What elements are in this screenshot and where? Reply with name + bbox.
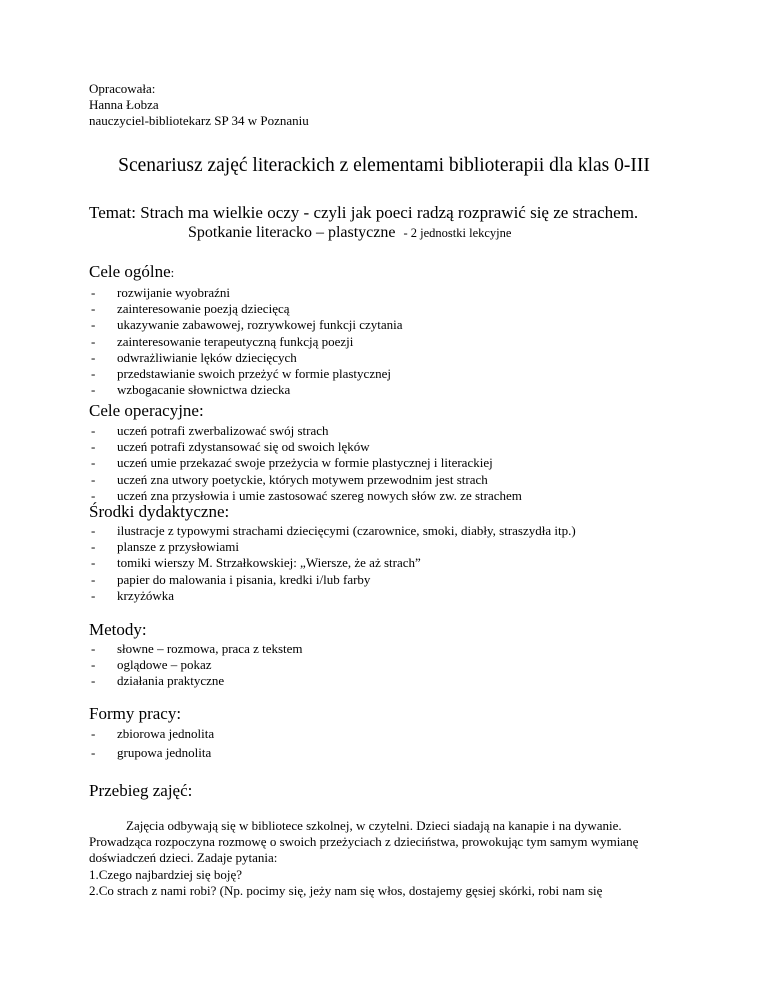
list-item: - oglądowe – pokaz: [89, 657, 303, 673]
paragraph-line: Prowadząca rozpoczyna rozmowę o swoich przeżyciach z dzieciństwa, prowokując tym samym wymianę: [89, 834, 639, 850]
list-item: - zbiorowa jednolita: [89, 726, 214, 742]
list-item: - zainteresowanie terapeutyczną funkcją poezji: [89, 334, 403, 350]
list-item: - zainteresowanie poezją dziecięcą: [89, 301, 403, 317]
list-item: - uczeń umie przekazać swoje przeżycia w formie plastycznej i literackiej: [89, 455, 522, 471]
formy-heading: Formy pracy:: [89, 704, 182, 723]
przebieg-heading: Przebieg zajęć:: [89, 781, 193, 800]
przebieg-paragraph: [89, 818, 689, 899]
cele-operacyjne-list: [89, 423, 522, 504]
author-label: Opracowała:: [89, 81, 156, 96]
list-item: - przedstawianie swoich przeżyć w formie plastycznej: [89, 366, 403, 382]
paragraph-line: Zajęcia odbywają się w bibliotece szkolnej, w czytelni. Dzieci siadają na kanapie i na dywanie.: [126, 818, 622, 833]
list-item: - rozwijanie wyobraźni: [89, 285, 403, 301]
list-item: - ukazywanie zabawowej, rozrywkowej funkcji czytania: [89, 317, 403, 333]
list-item: - ilustracje z typowymi strachami dziecięcymi (czarownice, smoki, diabły, straszydła itp.): [89, 523, 576, 539]
list-item: - wzbogacanie słownictwa dziecka: [89, 382, 403, 398]
topic-text: Strach ma wielkie oczy - czyli jak poeci radzą rozprawić się ze strachem.: [140, 203, 639, 222]
topic-line: Temat: Strach ma wielkie oczy - czyli jak poeci radzą rozprawić się ze strachem.: [89, 203, 639, 222]
topic-subtitle-line: [188, 224, 511, 242]
topic-subtitle: Spotkanie literacko – plastyczne: [188, 224, 396, 241]
list-item: - plansze z przysłowiami: [89, 539, 576, 555]
paragraph-line: doświadczeń dzieci. Zadaje pytania:: [89, 850, 278, 866]
list-item: - uczeń potrafi zdystansować się od swoich lęków: [89, 439, 522, 455]
document-title: Scenariusz zajęć literackich z elementami biblioterapii dla klas 0-III: [118, 155, 650, 176]
list-item: - uczeń zna przysłowia i umie zastosować szereg nowych słów zw. ze strachem: [89, 488, 522, 504]
paragraph-line: 1.Czego najbardziej się boję?: [89, 866, 243, 882]
list-item: - odwrażliwianie lęków dziecięcych: [89, 350, 403, 366]
list-item: - krzyżówka: [89, 588, 576, 604]
cele-ogolne-heading: Cele ogólne:: [89, 262, 175, 281]
list-item: - papier do malowania i pisania, kredki i/lub farby: [89, 572, 576, 588]
srodki-list: [89, 523, 576, 604]
author-position: nauczyciel-bibliotekarz SP 34 w Poznaniu: [89, 113, 309, 128]
cele-ogolne-list: [89, 285, 403, 398]
paragraph-line: 2.Co strach z nami robi? (Np. pocimy się, jeży nam się włos, dostajemy gęsiej skórki, robi nam się: [89, 882, 603, 898]
topic-duration: - 2 jednostki lekcyjne: [403, 226, 512, 240]
list-item: - grupowa jednolita: [89, 745, 214, 761]
list-item: - słowne – rozmowa, praca z tekstem: [89, 641, 303, 657]
list-item: - uczeń potrafi zwerbalizować swój strach: [89, 423, 522, 439]
list-item: - tomiki wierszy M. Strzałkowskiej: „Wiersze, że aż strach”: [89, 555, 576, 571]
metody-list: [89, 641, 303, 690]
topic-label: Temat: [89, 203, 132, 222]
list-item: - uczeń zna utwory poetyckie, których motywem przewodnim jest strach: [89, 472, 522, 488]
formy-list: [89, 726, 214, 761]
cele-operacyjne-heading: Cele operacyjne:: [89, 401, 204, 420]
author-name: Hanna Łobza: [89, 97, 159, 112]
list-item: - działania praktyczne: [89, 673, 303, 689]
srodki-heading: Środki dydaktyczne:: [89, 502, 230, 521]
metody-heading: Metody:: [89, 620, 147, 639]
